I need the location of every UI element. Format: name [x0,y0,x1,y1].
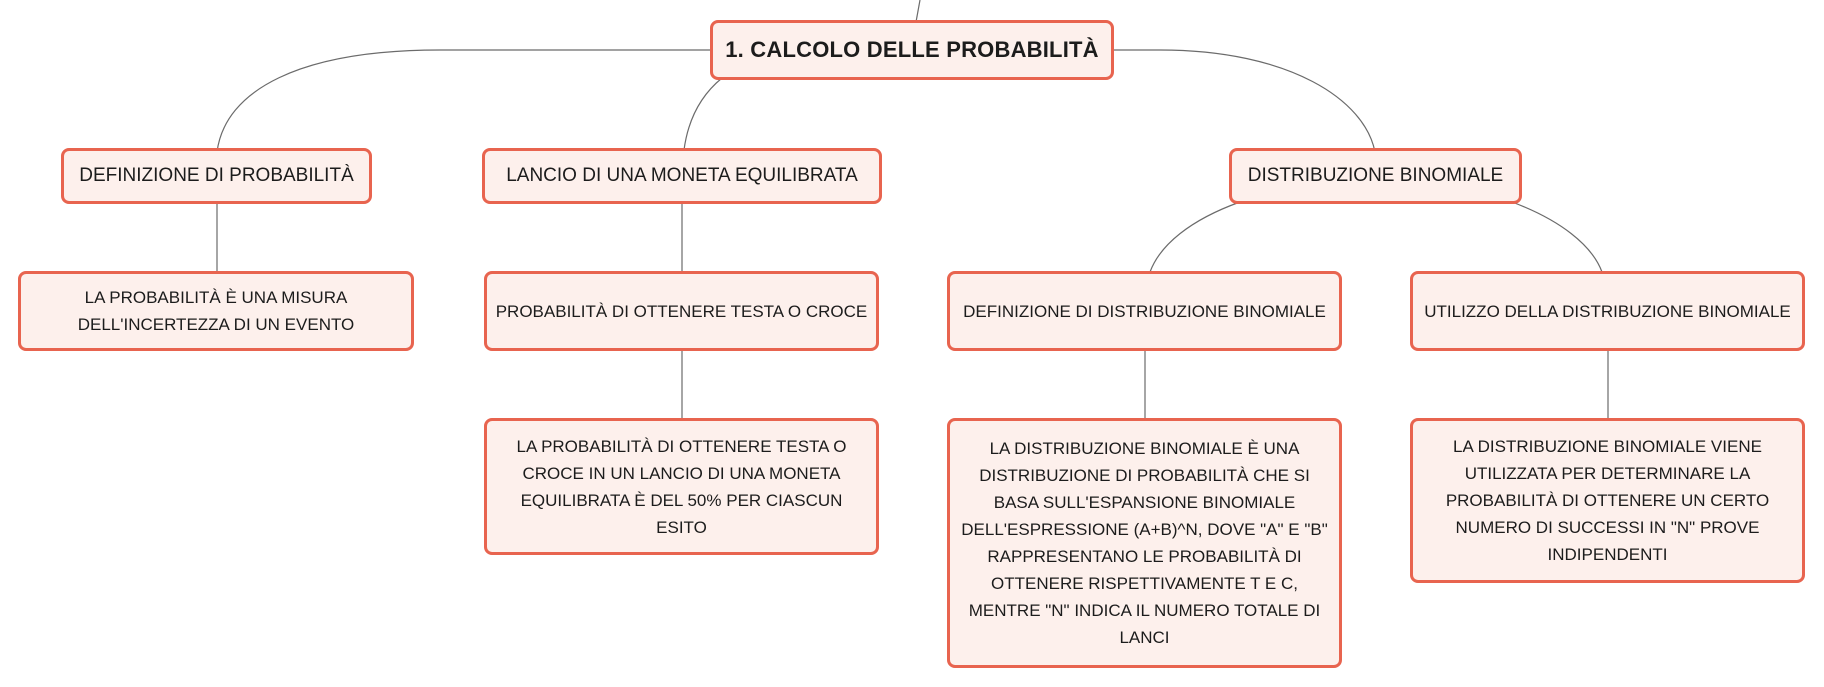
node-esito-50-percento[interactable] [484,418,879,555]
node-utilizzo-distribuzione-binomiale[interactable] [1410,271,1805,351]
node-utilizzo-spiegazione[interactable] [1410,418,1805,583]
node-testa-o-croce[interactable] [484,271,879,351]
connector-root-lancio [684,78,722,150]
node-definizione-probabilita[interactable] [61,148,372,204]
node-label: LA DISTRIBUZIONE BINOMIALE È UNA DISTRIBUZIONE DI PROBABILITÀ CHE SI BASA SULL'ESPANSIONE BINOMIALE DELL'ESPRESSIONE (A+B)^N, DOVE "A" E "B" RAPPRESENTANO LE PROBABILITÀ DI OTTENERE RISPETTIVAMENTE T E C, MENTRE "N" INDICA IL NUMERO TOTALE DI LANCI [961,439,1328,647]
connector-root-binomiale [1113,50,1375,152]
node-label: UTILIZZO DELLA DISTRIBUZIONE BINOMIALE [1424,301,1791,321]
node-label: LA PROBABILITÀ È UNA MISURA DELL'INCERTEZZA DI UN EVENTO [77,288,355,334]
node-label: DEFINIZIONE DI DISTRIBUZIONE BINOMIALE [963,301,1326,321]
node-definizione-distribuzione-binomiale[interactable] [947,271,1342,351]
node-label: DEFINIZIONE DI PROBABILITÀ [79,165,354,186]
connector-binomiale-utilizzo [1512,202,1602,272]
node-label: LANCIO DI UNA MONETA EQUILIBRATA [506,165,858,186]
root-label: 1. CALCOLO DELLE PROBABILITÀ [725,37,1099,62]
node-distribuzione-binomiale[interactable] [1229,148,1522,204]
node-spiegazione-binomiale[interactable] [947,418,1342,668]
node-label: DISTRIBUZIONE BINOMIALE [1247,165,1504,186]
connector-binomiale-definizione [1150,202,1240,272]
node-label: LA PROBABILITÀ DI OTTENERE TESTA O CROCE IN UN LANCIO DI UNA MONETA EQUILIBRATA È DEL 50% PER CIASCUN ESITO [516,436,847,537]
node-label: LA DISTRIBUZIONE BINOMIALE VIENE UTILIZZATA PER DETERMINARE LA PROBABILITÀ DI OTTENERE UN CERTO NUMERO DI SUCCESSI IN "N" PROVE INDIPENDENTI [1445,437,1770,564]
root-node[interactable] [710,20,1114,80]
node-label: PROBABILITÀ DI OTTENERE TESTA O CROCE [495,301,868,321]
node-misura-incertezza[interactable] [18,271,414,351]
connector-root-definizione [217,50,712,152]
node-lancio-moneta[interactable] [482,148,882,204]
connector-incoming [916,0,920,22]
